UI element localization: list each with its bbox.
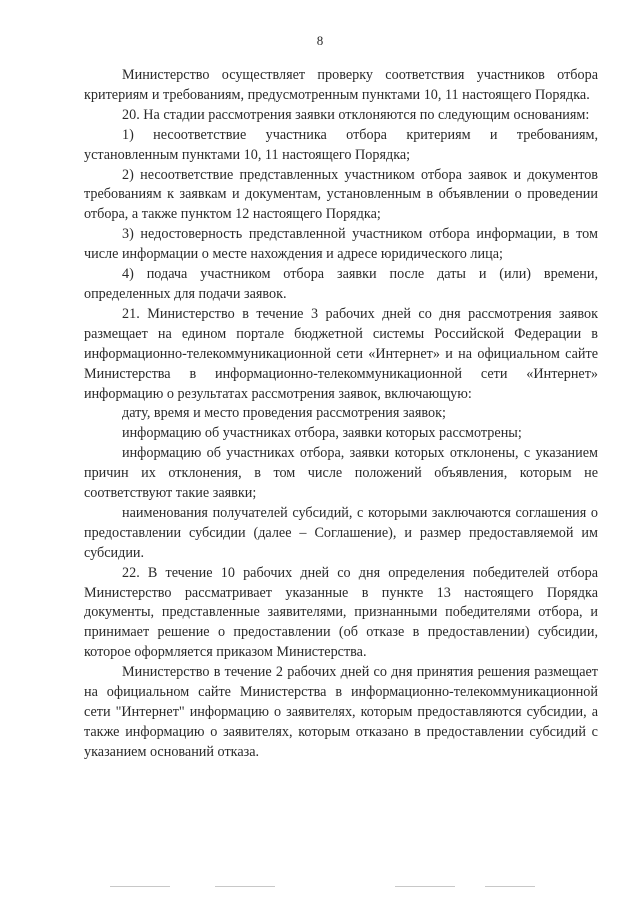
scan-artifacts <box>0 884 640 890</box>
paragraph-21-item-rejected: информацию об участниках отбора, заявки которых отклонены, с указанием причин их отклонения, в том числе положений объявления, которым не соответствуют такие заявки; <box>84 445 598 502</box>
list-item-4: 4) подача участником отбора заявки после даты и (или) времени, определенных для подачи заявок. <box>84 266 598 302</box>
document-body <box>84 66 598 763</box>
list-item-3: 3) недостоверность представленной участником отбора информации, в том числе информации о месте нахождения и адресе юридического лица; <box>84 226 598 263</box>
paragraph-21-item-date: дату, время и место проведения рассмотрения заявок; <box>122 405 446 422</box>
scan-mark <box>215 886 275 887</box>
paragraph-20-rejection-grounds: 20. На стадии рассмотрения заявки отклоняются по следующим основаниям: <box>122 106 590 123</box>
paragraph-21-publication: 21. Министерство в течение 3 рабочих дней со дня рассмотрения заявок размещает на едином портале бюджетной системы Российской Федерации в информационно-телекоммуникационной сети «Интернет» и на официальном сайте Министерства в информационно-телекоммуникационной сети «Интернет» информацию о результатах рассмотрения заявок, включающую: <box>84 305 598 402</box>
page-number: 8 <box>316 33 324 48</box>
paragraph-22-decision: 22. В течение 10 рабочих дней со дня определения победителей отбора Министерство рассматривает указанные в пункте 13 настоящего Порядка документы, представленные заявителями, признанными победителями отбора, и принимает решение о предоставлении (об отказе в предоставлении) субсидии, которое оформляется приказом Министерства. <box>84 564 598 661</box>
list-item-2: 2) несоответствие представленных участником отбора заявок и документов требованиям к заявкам и документам, установленным в объявлении о проведении отбора, а также пунктом 12 настоящего Порядка; <box>84 166 598 223</box>
paragraph-22-publication: Министерство в течение 2 рабочих дней со дня принятия решения размещает на официальном сайте Министерства в информационно-телекоммуникационной сети "Интернет" информацию о заявителях, которым предоставляются субсидии, а также информацию о заявителях, которым отказано в предоставлении субсидий с указанием оснований отказа. <box>84 664 598 760</box>
scan-mark <box>395 886 455 887</box>
scan-mark <box>485 886 535 887</box>
paragraph-ministry-check: Министерство осуществляет проверку соответствия участников отбора критериям и требованиям, предусмотренным пунктами 10, 11 настоящего Порядка. <box>84 67 598 103</box>
paragraph-21-item-recipients: наименования получателей субсидий, с которыми заключаются соглашения о предоставлении субсидии (далее – Соглашение), и размер предоставляемой им субсидии. <box>84 504 598 561</box>
scan-mark <box>110 886 170 887</box>
paragraph-21-item-reviewed: информацию об участниках отбора, заявки которых рассмотрены; <box>122 425 522 442</box>
list-item-1: 1) несоответствие участника отбора критериям и требованиям, установленным пунктами 10, 11 настоящего Порядка; <box>84 126 598 163</box>
